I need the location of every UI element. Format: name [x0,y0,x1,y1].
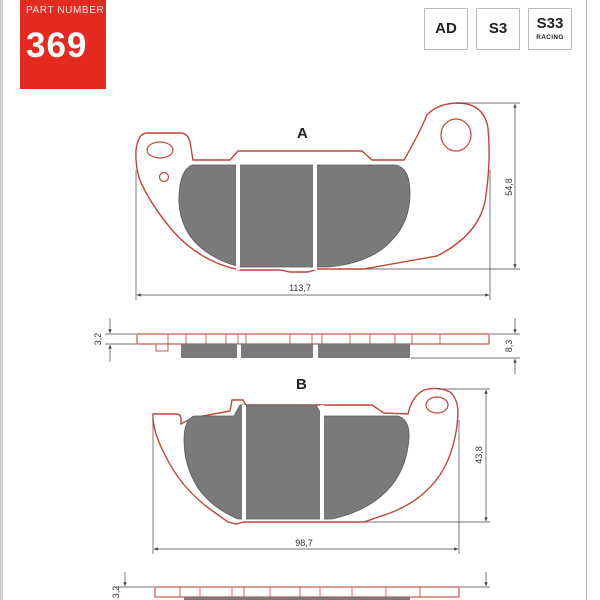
pad-a-side-view [93,318,520,374]
compound-code: AD [435,20,457,37]
pad-a-slot-left [147,142,173,158]
pad-b-hole-right [426,397,448,413]
pad-b-backing-thickness-dim: 3,2 [111,585,121,599]
pad-b-width-dim: 98,7 [295,538,313,548]
pad-a-side-friction-1 [181,344,237,358]
pad-a-side-tab-left [156,344,168,351]
pad-a-width-dim: 113,7 [289,283,311,293]
pad-a-backing-thickness-dim: 3,2 [93,332,103,346]
pad-b-groove-1 [242,405,246,521]
compound-code: S33 [536,15,564,32]
pad-b-front-view [153,376,490,554]
pad-a-side-friction-2 [241,344,313,358]
pad-a-height-dim: 54,8 [504,178,514,196]
pad-a-hole-right [441,119,471,151]
pad-b-height-dim: 43,8 [474,446,484,464]
part-number: 369 [26,26,88,65]
part-number-label: PART NUMBER [26,5,105,16]
compound-code: S3 [488,20,508,37]
pad-b-groove-2 [320,405,324,521]
compound-sub: RACING [536,34,564,41]
pad-a-total-thickness-dim: 8,3 [504,339,514,353]
pad-a-hole-left [160,173,169,182]
pad-a-front-view [136,103,520,300]
pad-b-label: B [296,376,307,393]
pad-b-side-backing [155,587,459,597]
pad-a-groove-1 [236,160,240,270]
pad-a-friction-material [179,165,410,267]
pad-a-side-friction-3 [318,344,410,358]
pad-b-side-view [111,572,494,600]
pad-a-label: A [297,125,308,142]
pad-a-groove-2 [313,155,317,270]
pad-a-side-backing [137,334,489,344]
